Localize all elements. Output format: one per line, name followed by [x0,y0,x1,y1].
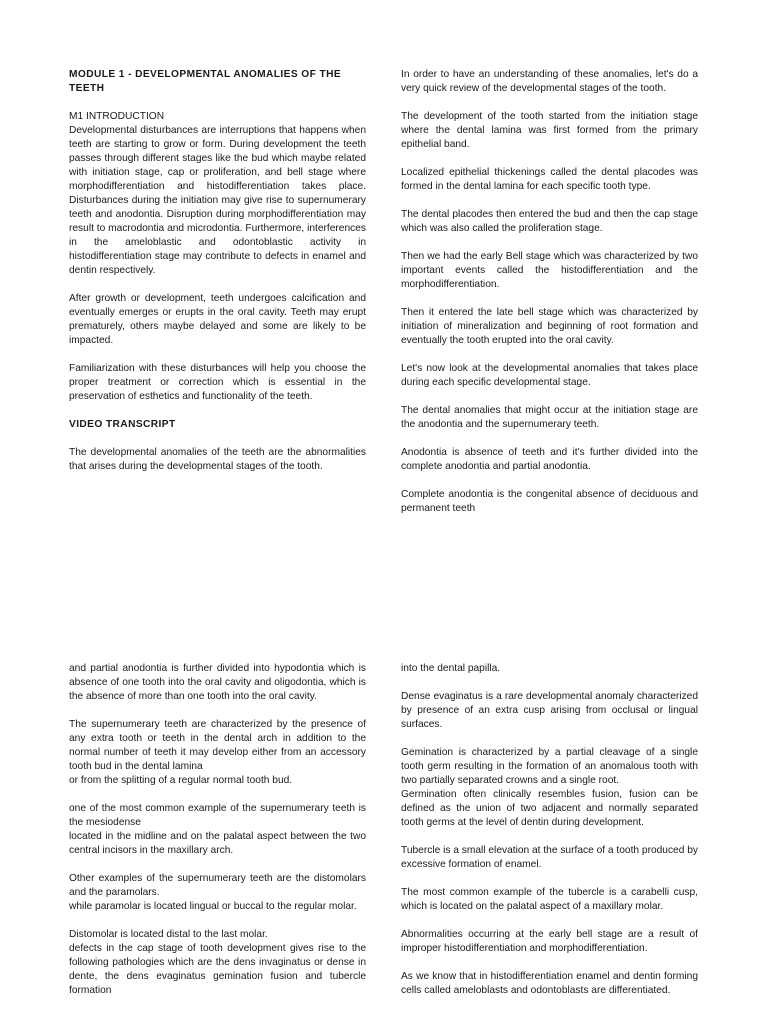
right-paragraph-6: Then it entered the late bell stage which was characterized by initiation of mineralization and beginning of root formation and eventually the tooth erupted into the oral cavity. [401,307,698,346]
right-paragraph-8: The dental anomalies that might occur at the initiation stage are the anodontia and the supernumerary teeth. [401,405,698,430]
left-paragraph-2a: The supernumerary teeth are characterized by the presence of any extra tooth or teeth in the dental arch in addition to the normal number of teeth it may develop either from an accessory tooth bud in the dental lamina [69,719,366,772]
page1-left-column [69,68,366,488]
right2-paragraph-1: into the dental papilla. [401,663,501,674]
right2-paragraph-6: Abnormalities occurring at the early bell stage are a result of improper histodifferentiation and morphodifferentiation. [401,929,698,954]
left-paragraph-4b: while paramolar is located lingual or buccal to the regular molar. [69,901,357,912]
right-paragraph-9: Anodontia is absence of teeth and it's further divided into the complete anodontia and partial anodontia. [401,447,698,472]
right-paragraph-3: Localized epithelial thickenings called the dental placodes was formed in the dental lamina for each specific tooth type. [401,167,698,192]
right-paragraph-2: The development of the tooth started from the initiation stage where the dental lamina was first formed from the primary epithelial band. [401,111,698,150]
left-paragraph-5b: defects in the cap stage of tooth development gives rise to the following pathologies which are the dens invaginatus or dense in dente, the dens evaginatus gemination fusion and tubercle formation [69,943,366,996]
video-paragraph-1: The developmental anomalies of the teeth are the abnormalities that arises during the developmental stages of the tooth. [69,447,366,472]
right-paragraph-10: Complete anodontia is the congenital absence of deciduous and permanent teeth [401,489,698,514]
page2-left-column [69,662,366,1012]
right2-paragraph-3a: Gemination is characterized by a partial cleavage of a single tooth germ resulting in the formation of an anomalous tooth with two partially separated crowns and a single root. [401,747,698,786]
right2-paragraph-2: Dense evaginatus is a rare developmental anomaly characterized by presence of an extra cusp arising from occlusal or lingual surfaces. [401,691,698,730]
right-paragraph-7: Let's now look at the developmental anomalies that takes place during each specific developmental stage. [401,363,698,388]
page2-right-column [401,662,698,1012]
left-paragraph-3a: one of the most common example of the supernumerary teeth is the mesiodense [69,803,366,828]
page1-right-column [401,68,698,530]
intro-heading: M1 INTRODUCTION [69,111,165,122]
left-paragraph-3b: located in the midline and on the palatal aspect between the two central incisors in the maxillary arch. [69,831,366,856]
right2-paragraph-5: The most common example of the tubercle is a carabelli cusp, which is located on the palatal aspect of a maxillary molar. [401,887,698,912]
right2-paragraph-4: Tubercle is a small elevation at the surface of a tooth produced by excessive formation of enamel. [401,845,698,870]
left-paragraph-2b: or from the splitting of a regular normal tooth bud. [69,775,293,786]
left-paragraph-5a: Distomolar is located distal to the last molar. [69,929,268,940]
right-paragraph-5: Then we had the early Bell stage which was characterized by two important events called the histodifferentiation and the morphodifferentiation. [401,251,698,290]
right2-paragraph-3b: Germination often clinically resembles fusion, fusion can be defined as the union of two adjacent and normally separated tooth germs at the level of dentin during development. [401,789,698,828]
left-paragraph-4a: Other examples of the supernumerary teeth are the distomolars and the paramolars. [69,873,366,898]
right-paragraph-4: The dental placodes then entered the bud and then the cap stage which was also called the proliferation stage. [401,209,698,234]
right2-paragraph-7: As we know that in histodifferentiation enamel and dentin forming cells called ameloblasts and odontoblasts are differentiated. [401,971,698,996]
right-paragraph-1: In order to have an understanding of these anomalies, let's do a very quick review of the developmental stages of the tooth. [401,69,698,94]
intro-paragraph-1: Developmental disturbances are interruptions that happens when teeth are starting to grow or form. During development the teeth passes through different stages like the bud which maybe related with initiation stage, cap or proliferation, and bell stage where morphodifferentiation and histodifferentiation takes place. Disturbances during the initiation may give rise to supernumerary teeth and anodontia. Disruption during morphodifferentiation may result to macrodontia and microdontia. Furthermore, interferences in the ameloblastic and odontoblastic activity in histodifferentiation stage may contribute to defects in enamel and dentin respectively. [69,125,366,276]
video-transcript-heading: VIDEO TRANSCRIPT [69,419,176,430]
intro-paragraph-2: After growth or development, teeth undergoes calcification and eventually emerges or erupts in the oral cavity. Teeth may erupt prematurely, others maybe delayed and some are likely to be impacted. [69,293,366,346]
module-title: MODULE 1 - DEVELOPMENTAL ANOMALIES OF THE TEETH [69,69,342,94]
left-paragraph-1: and partial anodontia is further divided into hypodontia which is absence of one tooth into the oral cavity and oligodontia, which is the absence of more than one tooth into the oral cavity. [69,663,366,702]
intro-paragraph-3: Familiarization with these disturbances will help you choose the proper treatment or correction which is essential in the preservation of esthetics and functionality of the teeth. [69,363,366,402]
